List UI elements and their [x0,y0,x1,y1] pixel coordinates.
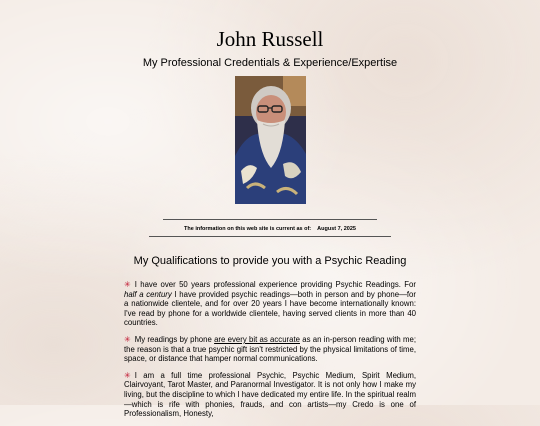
last-updated-date: August 7, 2025 [317,226,356,232]
asterisk-bullet-icon: ✳ [124,280,131,289]
qualifications-content [124,280,416,426]
divider-bottom [149,236,391,237]
portrait-photo [235,76,306,204]
portrait-image [235,76,306,204]
page-title: John Russell [216,27,324,51]
paragraph-professional: ✳ I am a full time professional Psychic, Psychic Medium, Spirit Medium, Clairvoyant, Tarot Master, and Paranormal Investigator. It is not only how I make my living, but the discipline to which I have dedicated my entire life. In the spiritual realm—which is rife with phonies, frauds, and con artists—my Credo is one of Professionalism, Honesty, [124,370,416,419]
asterisk-bullet-icon: ✳ [124,334,131,344]
last-updated-label: The information on this web site is current as of: [184,226,312,232]
paragraph-experience: ✳ I have over 50 years professional experience providing Psychic Readings. For half a century I have provided psychic readings—both in person and by phone—for a nationwide clientele, and for over 20 years I have become internationally known: I've read by phone for a worldwide clientele, having served clients in more than 40 countries. [124,280,416,328]
section-heading: My Qualifications to provide you with a Psychic Reading [133,255,407,267]
divider-top [163,219,377,220]
page-subtitle: My Professional Credentials & Experience/Expertise [142,57,398,69]
accuracy-link[interactable]: are every bit as accurate [214,334,300,344]
paragraph-phone-readings: ✳ My readings by phone are every bit as accurate as an in-person reading with me; the reason is that a true psychic gift isn't restricted by the physical limitations of time, space, or distance that hamper normal communications. [124,334,416,364]
asterisk-bullet-icon: ✳ [124,370,131,380]
last-updated-notice [0,225,540,233]
